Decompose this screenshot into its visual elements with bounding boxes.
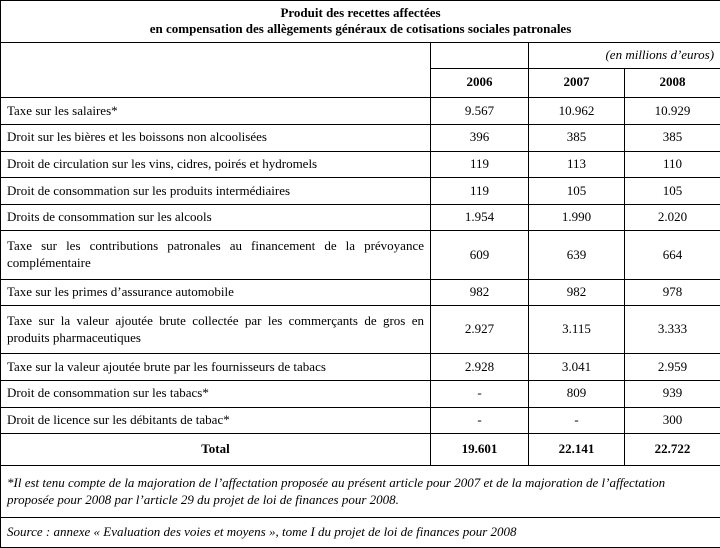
table-row	[1, 407, 720, 434]
row-label: Droit de consommation sur les produits intermédiaires	[1, 178, 431, 205]
row-value: 982	[431, 279, 529, 306]
row-value: 3.333	[625, 306, 720, 354]
table-row	[1, 178, 720, 205]
row-label: Droit de consommation sur les tabacs*	[1, 380, 431, 407]
row-value: 664	[625, 231, 720, 279]
row-value: 385	[529, 124, 625, 151]
row-label: Droits de consommation sur les alcools	[1, 204, 431, 231]
title-row	[1, 1, 720, 43]
row-value: 10.962	[529, 98, 625, 125]
row-value: 10.929	[625, 98, 720, 125]
row-value: 105	[625, 178, 720, 205]
footnote-text: *Il est tenu compte de la majoration de l’affectation proposée au présent article pour 2007 et de la majoration de l’affectation proposée pour 2008 par l’article 29 du projet de loi de finances pour 2008.	[1, 465, 720, 517]
row-value: 300	[625, 407, 720, 434]
row-value: 396	[431, 124, 529, 151]
unit-empty-cell	[431, 42, 529, 68]
row-value: -	[431, 380, 529, 407]
row-value: 2.020	[625, 204, 720, 231]
title-line-1: Produit des recettes affectées	[280, 4, 441, 20]
title-line-2: en compensation des allègements généraux de cotisations sociales patronales	[149, 21, 572, 37]
row-value: 113	[529, 151, 625, 178]
col-header-2007: 2007	[529, 68, 625, 98]
footnote-row	[1, 465, 720, 517]
table-row	[1, 380, 720, 407]
row-label: Droit de circulation sur les vins, cidres, poirés et hydromels	[1, 151, 431, 178]
row-value: 119	[431, 178, 529, 205]
row-label: Droit de licence sur les débitants de tabac*	[1, 407, 431, 434]
unit-row	[1, 42, 720, 68]
row-value: -	[529, 407, 625, 434]
row-label: Taxe sur les primes d’assurance automobile	[1, 279, 431, 306]
col-header-2006: 2006	[431, 68, 529, 98]
row-value: 609	[431, 231, 529, 279]
table-row	[1, 354, 720, 381]
row-label: Taxe sur la valeur ajoutée brute collectée par les commerçants de gros en produits pharmaceutiques	[1, 306, 431, 354]
table-row	[1, 306, 720, 354]
row-value: 2.959	[625, 354, 720, 381]
row-value: 385	[625, 124, 720, 151]
table-row	[1, 231, 720, 279]
row-value: 110	[625, 151, 720, 178]
total-label: Total	[1, 434, 431, 466]
total-value: 19.601	[431, 434, 529, 466]
row-label: Taxe sur les salaires*	[1, 98, 431, 125]
table-row	[1, 151, 720, 178]
row-value: 1.954	[431, 204, 529, 231]
row-value: 119	[431, 151, 529, 178]
table-row	[1, 124, 720, 151]
row-value: 9.567	[431, 98, 529, 125]
row-value: 1.990	[529, 204, 625, 231]
table-title	[1, 1, 720, 43]
total-row	[1, 434, 720, 466]
corner-empty-cell	[1, 42, 431, 97]
row-value: 105	[529, 178, 625, 205]
row-value: 2.927	[431, 306, 529, 354]
source-row	[1, 518, 720, 548]
source-text: Source : annexe « Evaluation des voies et moyens », tome I du projet de loi de finances pour 2008	[1, 518, 720, 548]
table-row	[1, 204, 720, 231]
row-value: 3.115	[529, 306, 625, 354]
col-header-2008: 2008	[625, 68, 720, 98]
row-value: 809	[529, 380, 625, 407]
row-label: Taxe sur la valeur ajoutée brute par les fournisseurs de tabacs	[1, 354, 431, 381]
row-value: 939	[625, 380, 720, 407]
row-label: Taxe sur les contributions patronales au financement de la prévoyance complémentaire	[1, 231, 431, 279]
row-value: 3.041	[529, 354, 625, 381]
row-value: 978	[625, 279, 720, 306]
table-row	[1, 279, 720, 306]
unit-note: (en millions d’euros)	[529, 42, 720, 68]
row-label: Droit sur les bières et les boissons non alcoolisées	[1, 124, 431, 151]
row-value: 2.928	[431, 354, 529, 381]
table-row	[1, 98, 720, 125]
row-value: 982	[529, 279, 625, 306]
total-value: 22.722	[625, 434, 720, 466]
row-value: 639	[529, 231, 625, 279]
row-value: -	[431, 407, 529, 434]
total-value: 22.141	[529, 434, 625, 466]
